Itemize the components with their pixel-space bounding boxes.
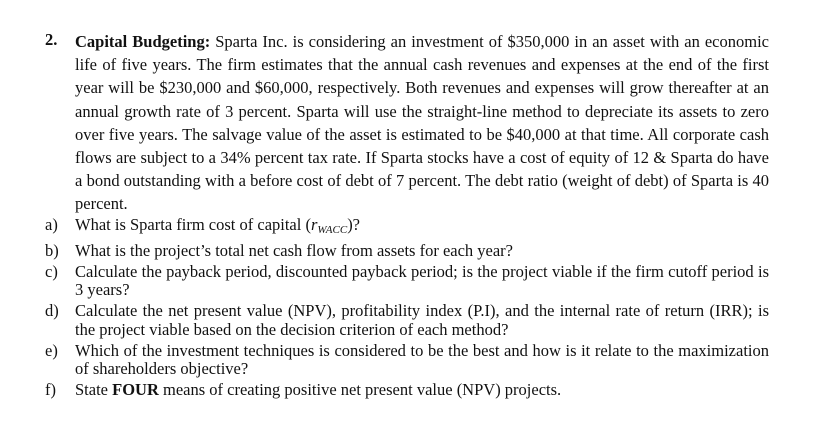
question-text — [75, 30, 769, 216]
subquestion-text: What is the project’s total net cash flow from assets for each year? — [75, 241, 513, 260]
subquestion-text: Calculate the net present value (NPV), profitability index (P.I), and the internal rate of return (IRR); is the project viable based on the decision criterion of each method? — [75, 301, 769, 339]
subquestion-d — [45, 302, 769, 339]
wacc-symbol: $r_{WACC}$ — [310, 215, 348, 236]
subquestion-label: f) — [45, 380, 56, 400]
subquestion-text: State — [75, 380, 113, 400]
subquestion-label: e) — [45, 340, 58, 360]
question-body: Sparta Inc. is considering an investment of $350,000 in an asset with an economic life of five years. The firm estimates that the annual cash revenues and expenses at the end of the first year will be $230,000 and $60,000, respectively. Both revenues and expenses will grow thereafter at an annual growth rate of 3 percent. Sparta will use the straight-line method to depreciate its assets to zero over five years. The salvage value of the asset is estimated to be $40,000 at that time. All corporate cash flows are subject to a 34% percent tax rate. If Sparta stocks have a cost of equity of 12 & Sparta do have a bond outstanding with a before cost of debt of 7 percent. The debt ratio (weight of debt) of Sparta is 40 percent. — [75, 32, 769, 214]
subquestion-label: a) — [45, 215, 58, 234]
subquestion-label: d) — [45, 301, 59, 321]
subquestion-text: Calculate the payback period, discounted payback period; is the project viable if the firm cutoff period is 3 years? — [75, 262, 769, 300]
subquestion-a — [45, 216, 769, 239]
subquestion-text-end: means of creating positive net present value (NPV) projects. — [158, 380, 562, 400]
subquestion-list — [45, 216, 769, 402]
subquestion-f — [45, 381, 769, 399]
subquestion-c — [45, 263, 769, 300]
question-number: 2. — [45, 30, 58, 49]
subquestion-e — [45, 342, 769, 379]
subquestion-b — [45, 242, 769, 260]
question-title: Capital Budgeting: — [75, 32, 211, 51]
subquestion-text-end: )? — [347, 215, 361, 234]
subquestion-label: b) — [45, 241, 59, 260]
subquestion-label: c) — [45, 262, 58, 281]
subquestion-text: Which of the investment techniques is considered to be the best and how is it relate to the maximization of shareholders objective? — [75, 340, 769, 379]
subquestion-bold: FOUR — [112, 380, 159, 400]
subquestion-text: What is Sparta firm cost of capital ( — [75, 215, 311, 234]
